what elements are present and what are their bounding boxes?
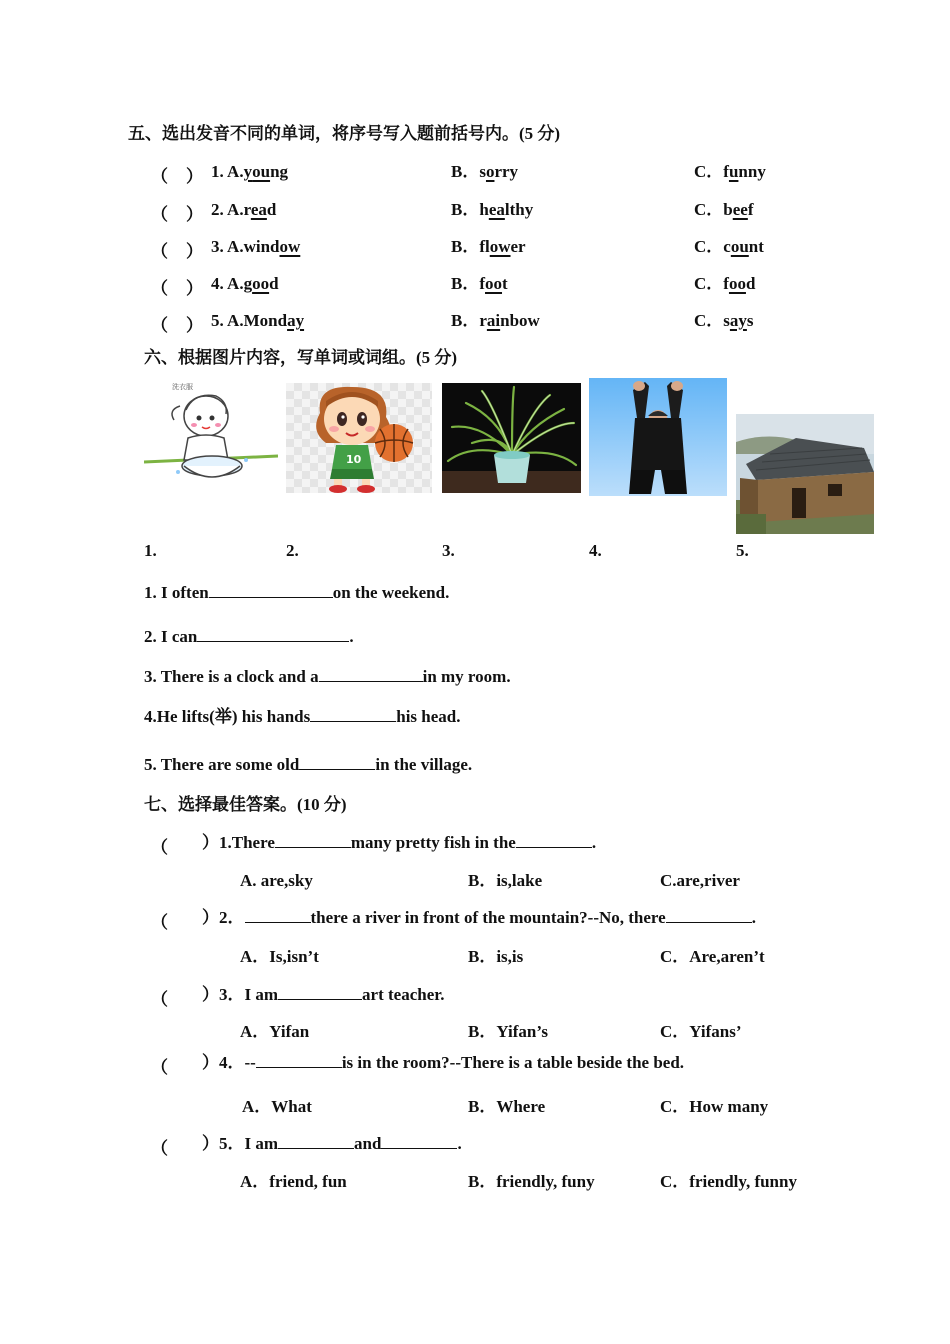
answer-paren-open[interactable]: （	[151, 205, 168, 224]
option-label: C．	[694, 274, 724, 293]
svg-text:10: 10	[346, 453, 362, 466]
answer-blank[interactable]	[278, 985, 362, 1000]
word-part: d	[269, 274, 279, 293]
option-label: B．	[451, 311, 480, 330]
question-3	[202, 985, 444, 1005]
answer-blank[interactable]	[666, 908, 752, 923]
word-option-b[interactable]	[451, 162, 518, 182]
word-option-b[interactable]	[451, 274, 508, 294]
picture-hands-above-head	[589, 378, 727, 496]
word-part: d	[745, 274, 756, 293]
answer-paren-open[interactable]: （	[151, 838, 168, 857]
picture-plant	[442, 383, 581, 493]
word-option-a[interactable]	[211, 274, 279, 294]
item-number: 2. A.	[211, 200, 244, 219]
underlined-letters: ee	[732, 200, 748, 219]
picture-washing-clothes	[144, 380, 278, 492]
sentence-text: in the village.	[375, 755, 473, 774]
answer-paren-close: ）	[186, 167, 203, 186]
answer-paren-close: ）	[186, 242, 203, 261]
picture-caption: 洗衣服	[172, 383, 193, 391]
answer-paren-open[interactable]: （	[151, 279, 168, 298]
item-number: 4. A.	[211, 274, 244, 293]
underlined-letters: ou	[252, 162, 271, 181]
sentence-text: in my room.	[422, 667, 511, 686]
question-2	[202, 908, 756, 928]
underlined-letters: ay	[287, 311, 305, 330]
word-part: lthy	[504, 200, 534, 219]
underlined-letters: oo	[252, 274, 270, 293]
answer-paren-open[interactable]: （	[151, 913, 168, 932]
option-label: C．	[694, 311, 724, 330]
word-part: h	[479, 200, 489, 219]
answer-paren-open[interactable]: （	[151, 242, 168, 261]
word-option-b[interactable]	[451, 237, 526, 257]
underlined-letters: y	[243, 162, 253, 181]
sentence-text: 1. I often	[144, 583, 209, 602]
answer-paren-open[interactable]: （	[151, 1139, 168, 1158]
option-c[interactable]: C．Yifans’	[660, 1022, 742, 1041]
question-1	[202, 833, 596, 853]
option-a[interactable]: A. are,sky	[240, 871, 313, 890]
picture-playing-basketball	[286, 383, 432, 493]
fill-sentence-4	[144, 707, 461, 727]
word-option-c[interactable]	[694, 274, 755, 294]
underlined-letters: u	[728, 162, 739, 181]
word-option-a[interactable]	[211, 311, 304, 331]
picture-number: 1.	[144, 541, 157, 560]
word-part: f	[747, 200, 754, 219]
answer-paren-open[interactable]: （	[151, 167, 168, 186]
question-text: and	[354, 1134, 382, 1153]
answer-paren-open[interactable]: （	[151, 990, 168, 1009]
answer-paren-close: ）	[186, 279, 203, 298]
answer-blank[interactable]	[278, 1134, 354, 1149]
answer-blank[interactable]	[209, 583, 333, 598]
answer-blank[interactable]	[381, 1134, 457, 1149]
question-text: .	[751, 908, 756, 927]
question-text: ）2．	[202, 908, 245, 927]
underlined-letters: ow	[489, 237, 511, 256]
option-label: B．	[451, 237, 480, 256]
question-4	[202, 1053, 684, 1073]
underlined-letters: oo	[728, 274, 746, 293]
question-5	[202, 1134, 462, 1154]
answer-blank[interactable]	[245, 908, 311, 923]
word-option-c[interactable]	[694, 237, 764, 257]
option-b[interactable]: B．is,is	[468, 947, 524, 966]
option-a[interactable]: A．Yifan	[240, 1022, 310, 1041]
word-part: nbow	[500, 311, 540, 330]
word-part: f	[723, 162, 729, 181]
word-part: fl	[479, 237, 490, 256]
word-part: Mond	[243, 311, 288, 330]
answer-paren-open[interactable]: （	[151, 316, 168, 335]
underlined-letters: oo	[485, 274, 503, 293]
option-label: C．	[694, 237, 724, 256]
picture-number: 3.	[442, 541, 455, 560]
question-text: is in the room?--There is a table beside the bed.	[341, 1053, 685, 1072]
option-b[interactable]: B．is,lake	[468, 871, 543, 890]
sentence-text: his head.	[396, 707, 461, 726]
item-number: 1. A.	[211, 162, 244, 181]
word-part: c	[723, 237, 731, 256]
word-part: ng	[270, 162, 289, 181]
underlined-letters: ay	[729, 311, 747, 330]
word-part: nt	[748, 237, 764, 256]
word-part: t	[502, 274, 508, 293]
picture-old-house	[736, 414, 874, 534]
option-c[interactable]: C.are,river	[660, 871, 740, 890]
option-a[interactable]: A．What	[242, 1097, 312, 1116]
word-part: nny	[738, 162, 766, 181]
word-part: d	[266, 200, 277, 219]
word-option-b[interactable]	[451, 311, 540, 331]
word-part: s	[723, 311, 730, 330]
word-part: er	[510, 237, 526, 256]
word-part: r	[243, 200, 251, 219]
underlined-letters: ai	[486, 311, 501, 330]
option-label: C．	[694, 162, 724, 181]
word-part: r	[479, 311, 487, 330]
option-c[interactable]: C．How many	[660, 1097, 769, 1116]
option-label: B．	[451, 200, 480, 219]
word-option-c[interactable]	[694, 200, 754, 220]
word-part: f	[479, 274, 486, 293]
answer-blank[interactable]	[275, 833, 351, 848]
option-a[interactable]: A．friend, fun	[240, 1172, 347, 1191]
word-part: rry	[494, 162, 519, 181]
option-c[interactable]: C．friendly, funny	[660, 1172, 797, 1191]
underlined-letters: ow	[279, 237, 301, 256]
answer-blank[interactable]	[310, 707, 396, 722]
underlined-letters: ou	[730, 237, 749, 256]
option-label: B．	[451, 162, 480, 181]
underlined-letters: o	[485, 162, 495, 181]
sentence-text: 3. There is a clock and a	[144, 667, 319, 686]
word-part: b	[723, 200, 733, 219]
question-text: ）3．I am	[202, 985, 279, 1004]
answer-blank[interactable]	[197, 627, 349, 642]
underlined-letters: ea	[488, 200, 505, 219]
question-text: many pretty fish in the	[350, 833, 516, 852]
word-option-b[interactable]	[451, 200, 533, 220]
option-b[interactable]: B．Yifan’s	[468, 1022, 548, 1041]
sentence-text: 2. I can	[144, 627, 198, 646]
sentence-text: on the weekend.	[332, 583, 450, 602]
question-text: there a river in front of the mountain?--No, there	[310, 908, 666, 927]
option-b[interactable]: B．Where	[468, 1097, 546, 1116]
question-text: art teacher.	[362, 985, 445, 1004]
picture-number: 4.	[589, 541, 602, 560]
option-label: C．	[694, 200, 724, 219]
underlined-letters: ea	[250, 200, 267, 219]
question-text: ）4．--	[202, 1053, 256, 1072]
word-option-a[interactable]	[211, 237, 300, 257]
sentence-text: 5. There are some old	[144, 755, 300, 774]
picture-number: 2.	[286, 541, 299, 560]
item-number: 3. A.	[211, 237, 244, 256]
answer-paren-close: ）	[186, 205, 203, 224]
answer-paren-close: ）	[186, 316, 203, 335]
section-6-title: 六、根据图片内容，写单词或词组。(5 分)	[144, 348, 458, 367]
word-option-c[interactable]	[694, 311, 754, 331]
option-label: B．	[451, 274, 480, 293]
fill-sentence-3	[144, 667, 511, 687]
word-part: g	[243, 274, 253, 293]
word-option-c[interactable]	[694, 162, 766, 182]
section-5-title: 五、选出发音不同的单词，将序号写入题前括号内。(5 分)	[128, 124, 561, 143]
sentence-text: .	[349, 627, 354, 646]
option-a[interactable]: A．Is,isn’t	[240, 947, 319, 966]
answer-blank[interactable]	[319, 667, 423, 682]
word-option-a[interactable]	[211, 200, 276, 220]
item-number: 5. A.	[211, 311, 244, 330]
question-text: ）1.There	[202, 833, 275, 852]
option-c[interactable]: C．Are,aren’t	[660, 947, 765, 966]
question-text: ）5．I am	[202, 1134, 279, 1153]
answer-blank[interactable]	[256, 1053, 342, 1068]
word-part: wind	[243, 237, 280, 256]
option-b[interactable]: B．friendly, funy	[468, 1172, 595, 1191]
word-part: s	[746, 311, 754, 330]
sentence-text: 4.He lifts(举) his hands	[144, 707, 311, 726]
answer-blank[interactable]	[516, 833, 592, 848]
word-part: f	[723, 274, 729, 293]
word-part: s	[479, 162, 486, 181]
answer-paren-open[interactable]: （	[151, 1058, 168, 1077]
section-7-title: 七、选择最佳答案。(10 分)	[144, 795, 347, 814]
question-text: .	[591, 833, 597, 852]
fill-sentence-5	[144, 755, 472, 775]
fill-sentence-2	[144, 627, 354, 647]
word-option-a[interactable]	[211, 162, 288, 182]
answer-blank[interactable]	[299, 755, 375, 770]
fill-sentence-1	[144, 583, 449, 603]
question-text: .	[457, 1134, 462, 1153]
picture-number: 5.	[736, 541, 749, 560]
